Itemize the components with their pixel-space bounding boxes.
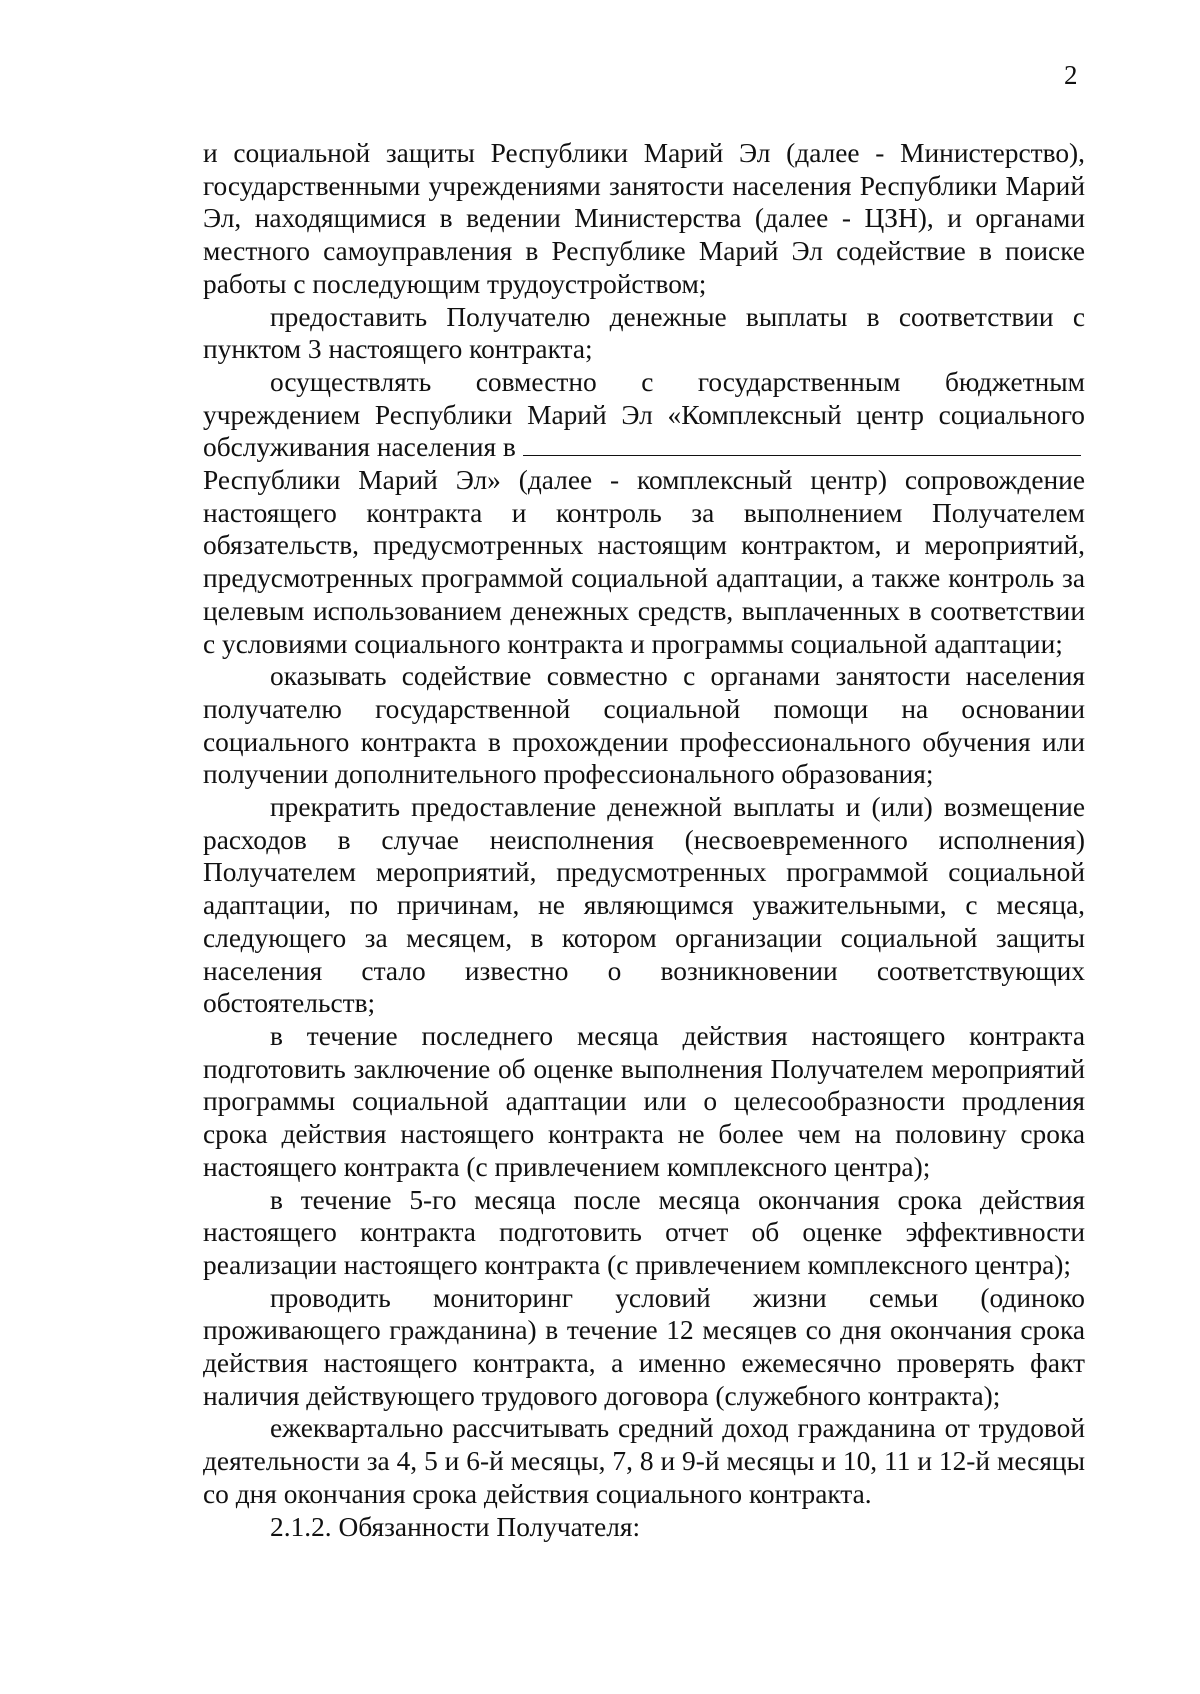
paragraph-termination: прекратить предоставление денежной выплаты и (или) возмещение расходов в случае неисполнения (несвоевременного исполнения) Получателем мероприятий, предусмотренных программой социальной адаптации, по причинам, не являющимся уважительными, с месяца, следующего за месяцем, в котором организации социальной защиты населения стало известно о возникновении соответствующих обстоятельств;: [203, 792, 1085, 1019]
blank-fill-line: [523, 433, 1081, 456]
paragraph-support-text: осуществлять совместно с государственным бюджетным учреждением Республики Марий Эл «Комплексный центр социального обслуживания населения в: [203, 366, 1085, 463]
section-heading: 2.1.2. Обязанности Получателя:: [270, 1511, 641, 1542]
paragraph-payments: предоставить Получателю денежные выплаты в соответствии с пунктом 3 настоящего контракта;: [203, 301, 1085, 365]
document-body: [203, 137, 1085, 1543]
page-number: 2: [1064, 60, 1078, 90]
paragraph-support-continued: Республики Марий Эл» (далее - комплексный центр) сопровождение настоящего контракта и контроль за выполнением Получателем обязательств, предусмотренных настоящим контрактом, и мероприятий, предусмотренных программой социальной адаптации, а также контроль за целевым использованием денежных средств, выплаченных в соответствии с условиями социального контракта и программы социальной адаптации;: [203, 465, 1085, 659]
paragraph-conclusion: в течение последнего месяца действия настоящего контракта подготовить заключение об оценке выполнения Получателем мероприятий программы социальной адаптации или о целесообразности продления срока действия настоящего контракта не более чем на половину срока настоящего контракта (с привлечением комплексного центра);: [203, 1020, 1085, 1182]
paragraph-training: оказывать содействие совместно с органами занятости населения получателю государственной социальной помощи на основании социального контракта в прохождении профессионального обучения или получении дополнительного профессионального образования;: [203, 661, 1085, 790]
paragraph-support: [203, 366, 1085, 464]
paragraph-continuation: и социальной защиты Республики Марий Эл (далее - Министерство), государственными учреждениями занятости населения Республики Марий Эл, находящимися в ведении Министерства (далее - ЦЗН), и органами местного самоуправления в Республике Марий Эл содействие в поиске работы с последующим трудоустройством;: [203, 138, 1085, 299]
paragraph-income: ежеквартально рассчитывать средний доход гражданина от трудовой деятельности за 4, 5 и 6-й месяцы, 7, 8 и 9-й месяцы и 10, 11 и 12-й месяцы со дня окончания срока действия социального контракта.: [203, 1413, 1085, 1509]
paragraph-report: в течение 5-го месяца после месяца окончания срока действия настоящего контракта подготовить отчет об оценке эффективности реализации настоящего контракта (с привлечением комплексного центра);: [203, 1184, 1085, 1280]
paragraph-monitoring: проводить мониторинг условий жизни семьи (одиноко проживающего гражданина) в течение 12 месяцев со дня окончания срока действия настоящего контракта, а именно ежемесячно проверять факт наличия действующего трудового договора (служебного контракта);: [203, 1282, 1085, 1411]
